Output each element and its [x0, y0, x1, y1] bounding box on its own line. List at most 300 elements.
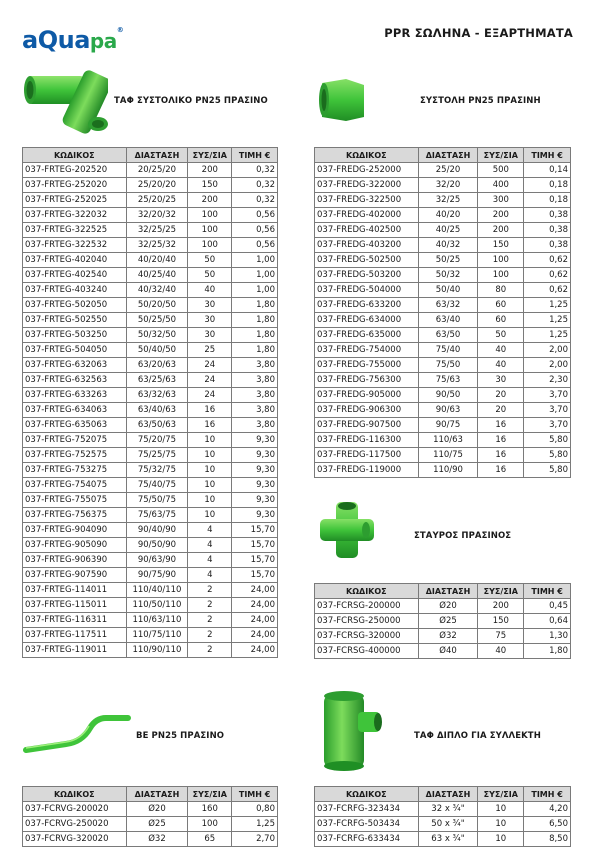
pack-cell: 16	[478, 418, 524, 433]
price-cell: 1,00	[232, 283, 278, 298]
price-cell: 8,50	[524, 832, 571, 847]
price-cell: 0,80	[232, 802, 278, 817]
table-row	[315, 802, 571, 817]
price-cell: 0,64	[524, 614, 571, 629]
table-row	[23, 178, 278, 193]
pack-cell: 100	[188, 817, 232, 832]
size-cell: Ø32	[418, 629, 478, 644]
code-cell: 037-FRTEG-119011	[23, 643, 127, 658]
price-cell: 1,00	[232, 253, 278, 268]
pack-cell: 150	[478, 238, 524, 253]
size-cell: 90/75/90	[126, 568, 188, 583]
pack-cell: 2	[188, 628, 232, 643]
code-cell: 037-FREDG-754000	[315, 343, 419, 358]
price-cell: 1,25	[524, 313, 571, 328]
pack-cell: 150	[188, 178, 232, 193]
code-cell: 037-FREDG-116300	[315, 433, 419, 448]
pack-cell: 200	[188, 193, 232, 208]
code-cell: 037-FREDG-119000	[315, 463, 419, 478]
cross-title: ΣΤΑΥΡΟΣ ΠΡΑΣΙΝΟΣ	[414, 531, 512, 541]
table-row	[315, 298, 571, 313]
col-pack-header: ΣΥΣ/ΣΙΑ	[188, 148, 232, 163]
size-cell: 90/50	[418, 388, 478, 403]
pack-cell: 2	[188, 643, 232, 658]
size-cell: 50/20/50	[126, 298, 188, 313]
table-row	[23, 817, 278, 832]
pack-cell: 25	[188, 343, 232, 358]
table-row	[23, 328, 278, 343]
pack-cell: 16	[478, 463, 524, 478]
pack-cell: 200	[188, 163, 232, 178]
size-cell: 110/63/110	[126, 613, 188, 628]
table-row	[23, 223, 278, 238]
price-cell: 3,80	[232, 388, 278, 403]
tee-table	[22, 147, 278, 658]
price-cell: 6,50	[524, 817, 571, 832]
table-row	[315, 163, 571, 178]
pack-cell: 75	[478, 629, 524, 644]
size-cell: 75/40/75	[126, 478, 188, 493]
price-cell: 0,18	[524, 178, 571, 193]
size-cell: 63 x ¾"	[418, 832, 478, 847]
table-row	[315, 373, 571, 388]
table-row	[23, 643, 278, 658]
pack-cell: 4	[188, 553, 232, 568]
price-cell: 15,70	[232, 523, 278, 538]
pack-cell: 100	[188, 208, 232, 223]
pack-cell: 16	[188, 403, 232, 418]
size-cell: 50/25	[418, 253, 478, 268]
table-row	[315, 817, 571, 832]
col-size-header: ΔΙΑΣΤΑΣΗ	[418, 148, 478, 163]
code-cell: 037-FREDG-322000	[315, 178, 419, 193]
pack-cell: 16	[478, 433, 524, 448]
pack-cell: 200	[478, 599, 524, 614]
table-row	[23, 193, 278, 208]
table-row	[23, 598, 278, 613]
pack-cell: 40	[188, 283, 232, 298]
table-row	[23, 478, 278, 493]
reducer-table	[314, 147, 571, 478]
code-cell: 037-FREDG-905000	[315, 388, 419, 403]
pack-cell: 100	[478, 253, 524, 268]
price-cell: 1,80	[524, 644, 571, 659]
size-cell: 90/63	[418, 403, 478, 418]
price-cell: 1,25	[524, 328, 571, 343]
double-tee-table	[314, 786, 571, 847]
size-cell: 90/75	[418, 418, 478, 433]
code-cell: 037-FRTEG-322525	[23, 223, 127, 238]
size-cell: 40/32/40	[126, 283, 188, 298]
double-tee-title: ΤΑΦ ΔΙΠΛΟ ΓΙΑ ΣΥΛΛΕΚΤΗ	[414, 731, 541, 741]
table-row	[315, 343, 571, 358]
code-cell: 037-FCRFG-503434	[315, 817, 419, 832]
pack-cell: 24	[188, 373, 232, 388]
reducer-title: ΣΥΣΤΟΛΗ PN25 ΠΡΑΣΙΝΗ	[420, 96, 541, 106]
col-price-header: ΤΙΜΗ €	[524, 787, 571, 802]
pack-cell: 40	[478, 358, 524, 373]
size-cell: Ø20	[418, 599, 478, 614]
table-row	[23, 463, 278, 478]
size-cell: 90/63/90	[126, 553, 188, 568]
code-cell: 037-FREDG-906300	[315, 403, 419, 418]
size-cell: 50/40/50	[126, 343, 188, 358]
size-cell: 63/50/63	[126, 418, 188, 433]
pack-cell: 300	[478, 193, 524, 208]
table-row	[23, 433, 278, 448]
code-cell: 037-FREDG-502500	[315, 253, 419, 268]
size-cell: Ø32	[126, 832, 188, 847]
pack-cell: 40	[478, 343, 524, 358]
table-row	[23, 268, 278, 283]
size-cell: 50/25/50	[126, 313, 188, 328]
size-cell: 25/20	[418, 163, 478, 178]
table-row	[315, 403, 571, 418]
pack-cell: 2	[188, 598, 232, 613]
pack-cell: 60	[478, 313, 524, 328]
size-cell: 75/32/75	[126, 463, 188, 478]
table-row	[23, 298, 278, 313]
code-cell: 037-FRTEG-632563	[23, 373, 127, 388]
size-cell: 90/40/90	[126, 523, 188, 538]
size-cell: 25/20/25	[126, 193, 188, 208]
code-cell: 037-FREDG-635000	[315, 328, 419, 343]
page-title: PPR ΣΩΛΗΝΑ - ΕΞΑΡΤΗΜΑΤΑ	[384, 26, 573, 40]
table-row	[23, 613, 278, 628]
price-cell: 0,45	[524, 599, 571, 614]
price-cell: 3,80	[232, 418, 278, 433]
size-cell: 75/25/75	[126, 448, 188, 463]
size-cell: Ø40	[418, 644, 478, 659]
size-cell: Ø25	[418, 614, 478, 629]
code-cell: 037-FREDG-403200	[315, 238, 419, 253]
size-cell: 63/32	[418, 298, 478, 313]
code-cell: 037-FCRFG-323434	[315, 802, 419, 817]
price-cell: 9,30	[232, 433, 278, 448]
table-row	[315, 253, 571, 268]
table-row	[315, 268, 571, 283]
col-price-header: ΤΙΜΗ €	[524, 584, 571, 599]
table-row	[23, 313, 278, 328]
table-row	[315, 328, 571, 343]
table-row	[315, 644, 571, 659]
size-cell: 90/50/90	[126, 538, 188, 553]
price-cell: 1,25	[232, 817, 278, 832]
price-cell: 2,30	[524, 373, 571, 388]
code-cell: 037-FREDG-322500	[315, 193, 419, 208]
code-cell: 037-FRTEG-322032	[23, 208, 127, 223]
pack-cell: 10	[478, 802, 524, 817]
code-cell: 037-FRTEG-633263	[23, 388, 127, 403]
code-cell: 037-FREDG-633200	[315, 298, 419, 313]
size-cell: 32 x ¾"	[418, 802, 478, 817]
table-row	[315, 418, 571, 433]
table-row	[23, 343, 278, 358]
pack-cell: 200	[478, 208, 524, 223]
price-cell: 0,32	[232, 193, 278, 208]
bend-fitting-image	[22, 706, 132, 756]
size-cell: 50/32/50	[126, 328, 188, 343]
col-pack-header: ΣΥΣ/ΣΙΑ	[188, 787, 232, 802]
price-cell: 2,70	[232, 832, 278, 847]
tee-fitting-image	[22, 66, 108, 138]
col-code-header: ΚΩΔΙΚΟΣ	[315, 787, 419, 802]
code-cell: 037-FCRSG-400000	[315, 644, 419, 659]
size-cell: 50/32	[418, 268, 478, 283]
col-price-header: ΤΙΜΗ €	[232, 787, 278, 802]
price-cell: 9,30	[232, 448, 278, 463]
pack-cell: 10	[188, 433, 232, 448]
code-cell: 037-FREDG-504000	[315, 283, 419, 298]
size-cell: 110/75	[418, 448, 478, 463]
col-code-header: ΚΩΔΙΚΟΣ	[23, 787, 127, 802]
code-cell: 037-FREDG-756300	[315, 373, 419, 388]
size-cell: 63/25/63	[126, 373, 188, 388]
size-cell: 32/20/32	[126, 208, 188, 223]
code-cell: 037-FRTEG-632063	[23, 358, 127, 373]
col-size-header: ΔΙΑΣΤΑΣΗ	[126, 148, 188, 163]
table-row	[315, 208, 571, 223]
size-cell: 110/90/110	[126, 643, 188, 658]
price-cell: 0,38	[524, 208, 571, 223]
table-row	[315, 433, 571, 448]
table-row	[315, 223, 571, 238]
size-cell: 20/25/20	[126, 163, 188, 178]
size-cell: 40/20/40	[126, 253, 188, 268]
pack-cell: 4	[188, 538, 232, 553]
table-row	[23, 358, 278, 373]
size-cell: Ø20	[126, 802, 188, 817]
bend-table	[22, 786, 278, 847]
reducer-fitting-image	[316, 75, 368, 125]
price-cell: 5,80	[524, 433, 571, 448]
table-row	[315, 193, 571, 208]
col-size-header: ΔΙΑΣΤΑΣΗ	[126, 787, 188, 802]
table-row	[315, 463, 571, 478]
cross-fitting-image	[318, 500, 376, 560]
pack-cell: 50	[478, 328, 524, 343]
price-cell: 1,80	[232, 313, 278, 328]
code-cell: 037-FRTEG-502050	[23, 298, 127, 313]
price-cell: 0,32	[232, 178, 278, 193]
pack-cell: 16	[478, 448, 524, 463]
pack-cell: 30	[188, 328, 232, 343]
pack-cell: 10	[478, 832, 524, 847]
price-cell: 3,70	[524, 403, 571, 418]
pack-cell: 10	[188, 463, 232, 478]
table-row	[23, 523, 278, 538]
price-cell: 0,38	[524, 223, 571, 238]
table-row	[23, 403, 278, 418]
pack-cell: 200	[478, 223, 524, 238]
table-row	[315, 358, 571, 373]
code-cell: 037-FCRVG-320020	[23, 832, 127, 847]
price-cell: 3,80	[232, 403, 278, 418]
code-cell: 037-FRTEG-754075	[23, 478, 127, 493]
size-cell: 50/40	[418, 283, 478, 298]
size-cell: 63/50	[418, 328, 478, 343]
price-cell: 0,62	[524, 253, 571, 268]
size-cell: 110/50/110	[126, 598, 188, 613]
table-row	[23, 253, 278, 268]
price-cell: 3,80	[232, 373, 278, 388]
price-cell: 0,32	[232, 163, 278, 178]
pack-cell: 16	[188, 418, 232, 433]
pack-cell: 2	[188, 613, 232, 628]
pack-cell: 65	[188, 832, 232, 847]
size-cell: 50 x ¾"	[418, 817, 478, 832]
table-row	[23, 208, 278, 223]
price-cell: 24,00	[232, 613, 278, 628]
col-price-header: ΤΙΜΗ €	[524, 148, 571, 163]
pack-cell: 24	[188, 388, 232, 403]
price-cell: 2,00	[524, 343, 571, 358]
code-cell: 037-FCRVG-200020	[23, 802, 127, 817]
size-cell: 32/25	[418, 193, 478, 208]
price-cell: 0,14	[524, 163, 571, 178]
table-row	[23, 802, 278, 817]
price-cell: 24,00	[232, 643, 278, 658]
table-row	[315, 178, 571, 193]
table-row	[315, 388, 571, 403]
col-pack-header: ΣΥΣ/ΣΙΑ	[478, 148, 524, 163]
table-row	[23, 448, 278, 463]
code-cell: 037-FRTEG-634063	[23, 403, 127, 418]
pack-cell: 100	[188, 223, 232, 238]
size-cell: Ø25	[126, 817, 188, 832]
table-row	[23, 583, 278, 598]
pack-cell: 10	[188, 448, 232, 463]
col-pack-header: ΣΥΣ/ΣΙΑ	[478, 787, 524, 802]
brand-logo: aQuapa®	[22, 26, 124, 54]
pack-cell: 30	[478, 373, 524, 388]
price-cell: 9,30	[232, 478, 278, 493]
code-cell: 037-FCRSG-250000	[315, 614, 419, 629]
table-row	[23, 373, 278, 388]
code-cell: 037-FRTEG-756375	[23, 508, 127, 523]
table-row	[315, 832, 571, 847]
table-row	[23, 493, 278, 508]
code-cell: 037-FREDG-503200	[315, 268, 419, 283]
table-row	[23, 553, 278, 568]
col-code-header: ΚΩΔΙΚΟΣ	[315, 584, 419, 599]
pack-cell: 60	[478, 298, 524, 313]
price-cell: 15,70	[232, 538, 278, 553]
code-cell: 037-FRTEG-252020	[23, 178, 127, 193]
table-row	[315, 599, 571, 614]
code-cell: 037-FRTEG-504050	[23, 343, 127, 358]
pack-cell: 80	[478, 283, 524, 298]
price-cell: 0,56	[232, 208, 278, 223]
pack-cell: 2	[188, 583, 232, 598]
col-pack-header: ΣΥΣ/ΣΙΑ	[478, 584, 524, 599]
code-cell: 037-FCRSG-200000	[315, 599, 419, 614]
tee-title: ΤΑΦ ΣΥΣΤΟΛΙΚΟ PN25 ΠΡΑΣΙΝΟ	[114, 96, 268, 106]
price-cell: 1,80	[232, 298, 278, 313]
price-cell: 5,80	[524, 448, 571, 463]
code-cell: 037-FREDG-755000	[315, 358, 419, 373]
table-row	[23, 283, 278, 298]
price-cell: 1,30	[524, 629, 571, 644]
pack-cell: 10	[188, 478, 232, 493]
size-cell: 63/40/63	[126, 403, 188, 418]
pack-cell: 500	[478, 163, 524, 178]
price-cell: 0,38	[524, 238, 571, 253]
table-row	[23, 508, 278, 523]
size-cell: 40/25/40	[126, 268, 188, 283]
size-cell: 40/20	[418, 208, 478, 223]
price-cell: 9,30	[232, 493, 278, 508]
table-row	[23, 388, 278, 403]
size-cell: 75/50	[418, 358, 478, 373]
price-cell: 3,80	[232, 358, 278, 373]
pack-cell: 10	[188, 493, 232, 508]
size-cell: 32/25/25	[126, 223, 188, 238]
code-cell: 037-FREDG-402500	[315, 223, 419, 238]
code-cell: 037-FRTEG-752075	[23, 433, 127, 448]
pack-cell: 10	[478, 817, 524, 832]
price-cell: 9,30	[232, 508, 278, 523]
code-cell: 037-FRTEG-503250	[23, 328, 127, 343]
code-cell: 037-FREDG-907500	[315, 418, 419, 433]
price-cell: 24,00	[232, 628, 278, 643]
col-size-header: ΔΙΑΣΤΑΣΗ	[418, 584, 478, 599]
table-row	[23, 418, 278, 433]
code-cell: 037-FRTEG-905090	[23, 538, 127, 553]
size-cell: 40/25	[418, 223, 478, 238]
price-cell: 1,25	[524, 298, 571, 313]
code-cell: 037-FRTEG-402040	[23, 253, 127, 268]
code-cell: 037-FCRFG-633434	[315, 832, 419, 847]
size-cell: 110/75/110	[126, 628, 188, 643]
price-cell: 2,00	[524, 358, 571, 373]
code-cell: 037-FRTEG-402540	[23, 268, 127, 283]
price-cell: 0,56	[232, 238, 278, 253]
size-cell: 75/50/75	[126, 493, 188, 508]
price-cell: 9,30	[232, 463, 278, 478]
pack-cell: 30	[188, 298, 232, 313]
pack-cell: 10	[188, 508, 232, 523]
size-cell: 25/20/20	[126, 178, 188, 193]
code-cell: 037-FRTEG-907590	[23, 568, 127, 583]
code-cell: 037-FRTEG-202520	[23, 163, 127, 178]
pack-cell: 24	[188, 358, 232, 373]
size-cell: 75/63/75	[126, 508, 188, 523]
price-cell: 5,80	[524, 463, 571, 478]
size-cell: 110/90	[418, 463, 478, 478]
pack-cell: 50	[188, 268, 232, 283]
table-row	[23, 832, 278, 847]
table-row	[315, 448, 571, 463]
pack-cell: 40	[478, 644, 524, 659]
price-cell: 1,00	[232, 268, 278, 283]
code-cell: 037-FREDG-402000	[315, 208, 419, 223]
pack-cell: 30	[188, 313, 232, 328]
col-size-header: ΔΙΑΣΤΑΣΗ	[418, 787, 478, 802]
price-cell: 4,20	[524, 802, 571, 817]
price-cell: 0,56	[232, 223, 278, 238]
price-cell: 0,62	[524, 283, 571, 298]
pack-cell: 100	[188, 238, 232, 253]
code-cell: 037-FREDG-252000	[315, 163, 419, 178]
code-cell: 037-FRTEG-906390	[23, 553, 127, 568]
price-cell: 1,80	[232, 328, 278, 343]
size-cell: 110/40/110	[126, 583, 188, 598]
pack-cell: 20	[478, 403, 524, 418]
pack-cell: 100	[478, 268, 524, 283]
price-cell: 0,62	[524, 268, 571, 283]
code-cell: 037-FRTEG-752575	[23, 448, 127, 463]
